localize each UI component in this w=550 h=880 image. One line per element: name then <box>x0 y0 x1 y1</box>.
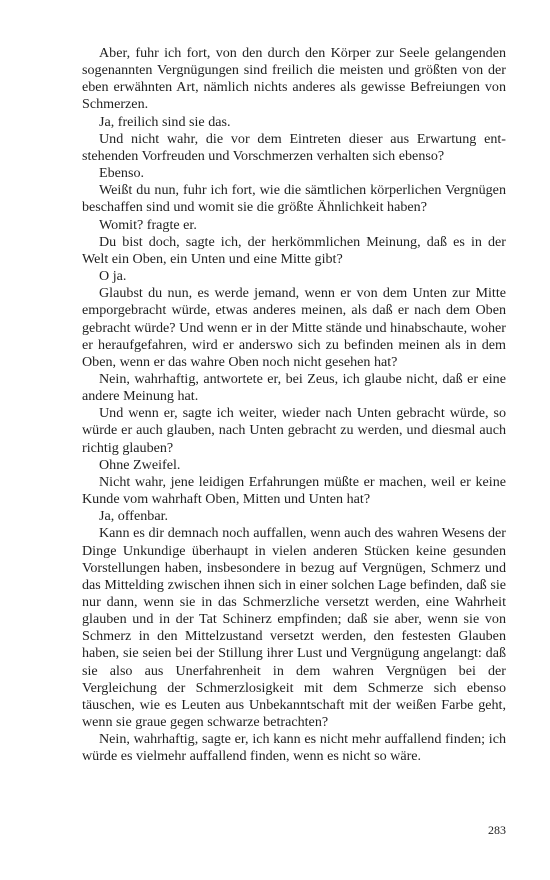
paragraph: Ja, freilich sind sie das. <box>99 113 231 130</box>
paragraph: Weißt du nun, fuhr ich fort, wie die sämtlichen körperlichen Vergnügen beschaffen sind und womit sie die größte Ähnlichkeit haben? <box>82 182 506 216</box>
page-text <box>82 45 506 766</box>
paragraph: Glaubst du nun, es werde jemand, wenn er von dem Unten zur Mitte emporgebracht würde, etwas anderes meinen, als daß er nach dem Oben gebracht würde? Und wenn er in der Mitte stände und hinabschaute, woher er heraufgefahren, wird er anderswo sich zu befinden meinen als in dem Oben, wenn er das wahre Oben noch nicht gesehen hat? <box>82 285 506 370</box>
paragraph: Nicht wahr, jene leidigen Erfahrungen müßte er machen, weil er keine Kunde vom wahrhaft Oben, Mitten und Unten hat? <box>82 473 506 508</box>
paragraph: Kann es dir demnach noch auffallen, wenn auch des wahren Wesens der Dinge Unkundige überhaupt in vielen anderen Stücken keine gesunden Vorstellungen haben, insbesondere in bezug auf Vergnügen, Schmerz und das Mittelding zwischen ihnen sich in einer solchen Lage befinden, daß sie nur dann, wenn sie in das Schmerzliche versetzt werden, eine Wahrheit glauben und in der Tat Schinerz empfinden; daß sie aber, wenn sie von Schmerz in den Mittelzustand versetzt werden, den festesten Glauben haben, sie seien bei der Stillung ihrer Lust und Vergnügung angelangt: daß sie also aus Unerfahrenheit in dem wahren Vergnügen bei der Vergleichung der Schmerzlosigkeit mit dem Schmerze sich ebenso täuschen, wie es Leuten aus Unbekanntschaft mit der weißen Farbe geht, wenn sie graue gegen schwarze betrachten? <box>82 525 506 731</box>
paragraph: Und nicht wahr, die vor dem Eintreten dieser aus Erwartung entstehenden Vorfreuden und Vorschmerzen verhalten sich ebenso? <box>82 130 506 164</box>
paragraph: Nein, wahrhaftig, antwortete er, bei Zeus, ich glaube nicht, daß er eine andere Meinung hat. <box>82 370 506 405</box>
paragraph: O ja. <box>99 268 127 285</box>
page-body <box>82 45 506 845</box>
paragraph: Und wenn er, sagte ich weiter, wieder nach Unten gebracht würde, so würde er auch glauben, nach Unten gebracht zu werden, und diesmal auch richtig glauben? <box>82 405 506 456</box>
paragraph: Nein, wahrhaftig, sagte er, ich kann es nicht mehr auffallend finden; ich würde es vielmehr auffallend finden, wenn es nicht so wäre. <box>82 731 506 765</box>
paragraph: Ohne Zweifel. <box>99 456 181 473</box>
paragraph: Ebenso. <box>99 165 145 182</box>
paragraph: Ja, offenbar. <box>99 508 169 525</box>
paragraph: Du bist doch, sagte ich, der herkömmlichen Meinung, daß es in der Welt ein Oben, ein Unten und eine Mitte gibt? <box>82 233 506 267</box>
page-number: 283 <box>488 823 506 837</box>
paragraph: Womit? fragte er. <box>99 216 197 233</box>
paragraph: Aber, fuhr ich fort, von den durch den Körper zur Seele gelangenden sogenannten Vergnügungen sind freilich die meisten und größten von der eben erwähnten Art, nämlich nichts anderes als gewisse Befreiungen von Schmerzen. <box>82 45 506 113</box>
